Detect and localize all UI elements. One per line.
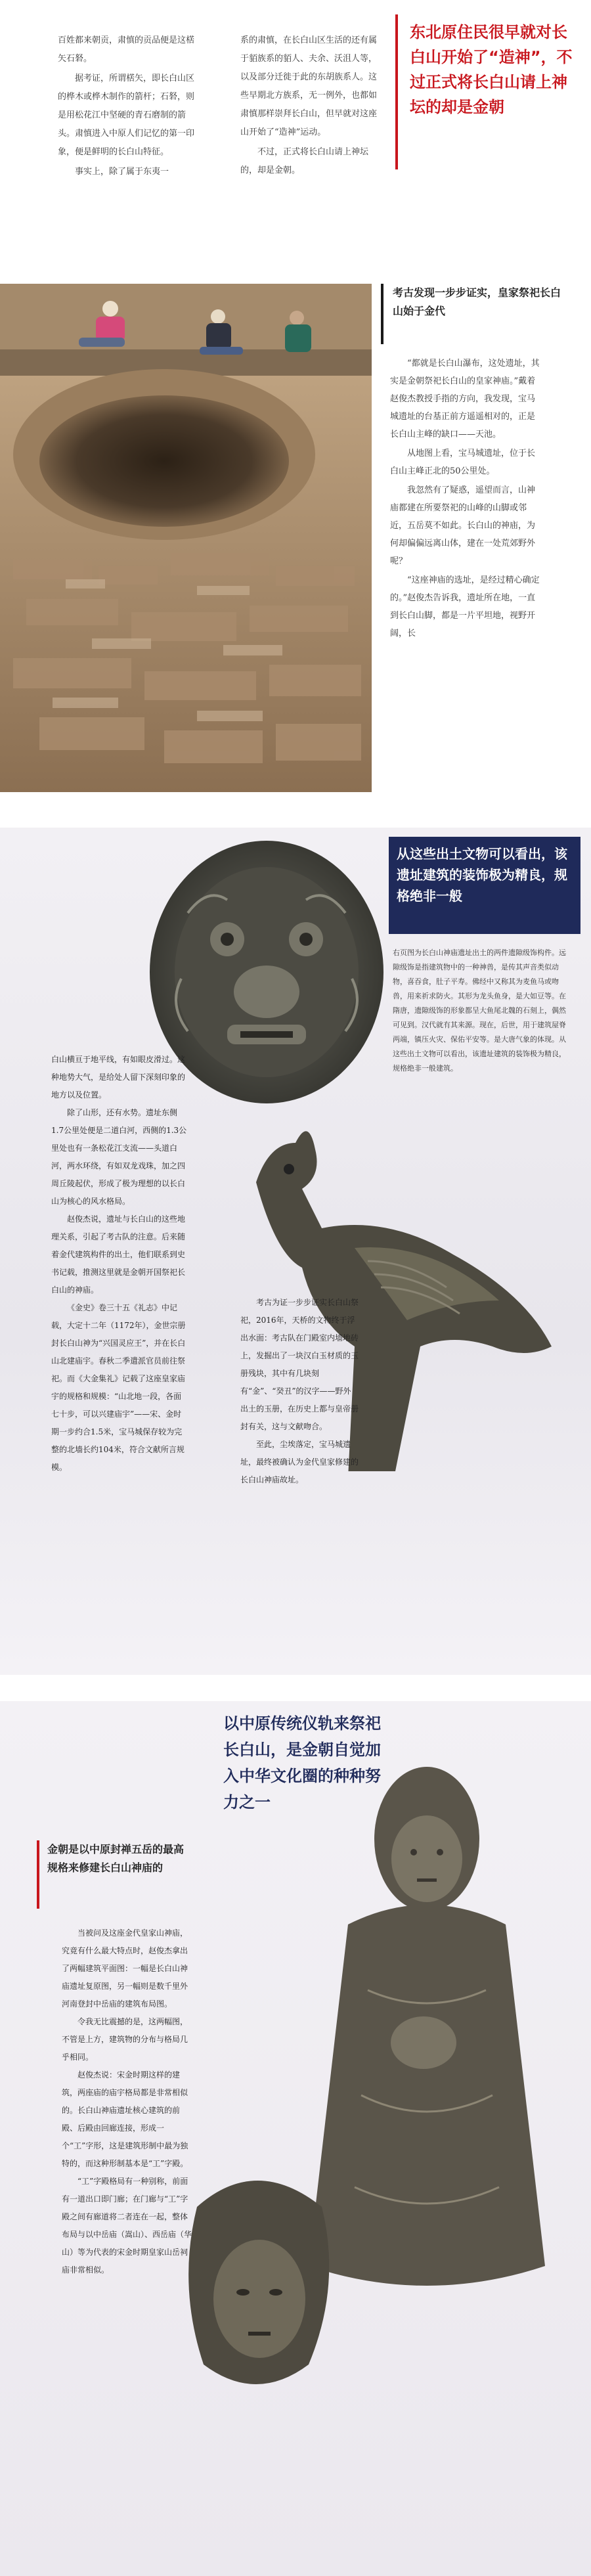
lede-bar (37, 1840, 39, 1909)
paragraph: 赵俊杰说，遗址与长白山的这些地理关系，引起了考古队的注意。后来随着金代建筑构件的出土，他们联系到史书记载，推测这里就是金朝开国祭祀长白山的神庙。 (51, 1214, 186, 1295)
lede: 金朝是以中原封禅五岳的最高规格来修建长白山神庙的 (47, 1843, 185, 1874)
paragraph: 白山横亘于地平线，有如眼皮滑过。这种地势大气，是给处人留下深刻印象的地方以及位置。 (51, 1055, 186, 1099)
section1-col-mid (240, 32, 382, 181)
section1-col-right (390, 355, 541, 644)
head-sculpture (171, 2167, 348, 2496)
excavation-photo (0, 284, 372, 792)
pull-quote: 从这些出土文物可以看出，该遗址建筑的装饰极为精良，规格绝非一般 (397, 846, 567, 904)
section1-col-left (58, 32, 199, 183)
paragraph: 赵俊杰说：宋金时期这样的建筑，两座庙的庙宇格局都是非常相似的。长白山神庙遗址核心建筑的前殿、后殿由回廊连接，形成一个“工”字形，这是建筑形制中最为独特的，而这种形制基本是“工”字殿。 (62, 2070, 188, 2168)
paragraph: 据考证，所谓楛矢，即长白山区的桦木或桦木制作的箭杆；石砮，则是用松花江中坚硬的青石磨制的箭头。肃慎进入中原人们记忆的第一印象，便是鲜明的长白山特征。 (58, 74, 195, 157)
section2-col-right (240, 1294, 359, 1489)
paragraph: 令我无比震撼的是，这两幅图，不管是上方，建筑物的分布与格局几乎相同。 (62, 2017, 188, 2062)
figure-caption: 右页图为长白山神庙遗址出土的两件遗隙级饰构件。远隙级饰是指建筑物中的一种神兽，是传其声音类似动物，喜吞食，肚子平寿。佛经中又称其为麦鱼马或吻兽，用来祈求防火。其形为龙头鱼身，是大如豆等。在隋唐，遗隙级饰的形象都呈大鱼尾北魏的石刻上，偶然可见到。汉代就有其来源。现在，后世，用于建筑屋脊两端，镇压火灾、保佑平安等。是大唐气象的体现。从这些出土文物可以看出，该遗址建筑的装饰极为精良，规格绝非一般建筑。 (393, 948, 566, 1073)
paragraph: 百姓都来朝贡，肃慎的贡品便是这楛矢石砮。 (58, 35, 195, 64)
section3-col (62, 1924, 193, 2279)
section-1 (0, 0, 591, 808)
subhead-bar (381, 284, 383, 344)
paragraph: 事实上，除了属于东夷一 (75, 167, 169, 177)
section-2 (0, 828, 591, 1675)
subhead: 考古发现一步步证实，皇家祭祀长白山始于金代 (393, 286, 561, 317)
excavation-illustration (0, 284, 372, 792)
paragraph: 至此，尘埃落定，宝马城遗址，最终被确认为金代皇家修建的长白山神庙故址。 (240, 1440, 359, 1484)
pull-quote: 以中原传统仪轨来祭祀长白山，是金朝自觉加入中华文化圈的种种努力之一 (223, 1714, 381, 1811)
section-3 (0, 1701, 591, 2576)
paragraph: 不过，正式将长白山请上神坛的，却是金朝。 (240, 147, 369, 175)
paragraph: 系的肃慎，在长白山区生活的还有属于貊族系的貊人、夫余、沃沮人等，以及部分迁徙于此的东胡族系人。这些早期北方族系，无一例外，也都如肃慎那样崇拜长白山，但早就对这座山开始了“造神”运动。 (240, 35, 378, 137)
paragraph: “工”字殿格局有一种别称，前面有一道出口即门廊；在门廊与“工”字殿之间有廊道将二者连在一起，整体布局与以中岳庙（嵩山）、西岳庙（华山）等为代表的宋金时期皇家山岳祠庙非常相似。 (62, 2177, 192, 2275)
paragraph: 从地图上看，宝马城遗址，位于长白山主峰正北的50公里处。 (390, 449, 536, 476)
paragraph: “这座神庙的选址，是经过精心确定的。”赵俊杰告诉我，遗址所在地，一直到长白山脚，都是一片平坦地，视野开阔，长 (390, 575, 540, 638)
pull-quote: 东北原住民很早就对长白山开始了“造神”，不过正式将长白山请上神坛的却是金朝 (410, 23, 573, 116)
paragraph: “都就是长白山瀑布，这处遗址，其实是金朝祭祀长白山的皇家神庙。”戴着赵俊杰教授手指的方向，我发现，宝马城遗址的台基正前方遥遥相对的，正是长白山主峰的缺口——天池。 (390, 359, 540, 439)
head-sculpture-photo (171, 2167, 348, 2496)
paragraph: 《金史》卷三十五《礼志》中记载，大定十二年（1172年），金世宗册封长白山神为“兴国灵应王”，并在长白山北建庙宇。春秋二季遣派官员前往祭祀。而《大金集礼》记载了这座皇家庙宇的规格和规模：“山北地一段，各面七十步，可以兴建庙宇”——宋、金时期一步约合1.5米，宝马城保存较为完整的北墙长约104米，符合文献所言规模。 (51, 1303, 186, 1472)
paragraph: 当被问及这座金代皇家山神庙，究竟有什么最大特点时，赵俊杰拿出了两幅建筑平面图：一幅是长白山神庙遗址复原图，另一幅则是数千里外河南登封中岳庙的建筑布局图。 (62, 1928, 188, 2009)
paragraph: 考古为证一步步证实长白山祭祀，2016年，天桥的文物终于浮出水面：考古队在门殿室内墙地砖上，发掘出了一块汉白玉材质的玉册残块，其中有几块刻有“金”、“癸丑”的汉字——野外出土的玉册，在历史上都与皇帝册封有关，这与文献吻合。 (240, 1298, 359, 1431)
section2-col-left (51, 1051, 189, 1477)
divider (395, 14, 398, 169)
paragraph: 我忽然有了疑惑，遥望而言，山神庙都建在所要祭祀的山峰的山脚或邻近，五岳莫不如此。长白山的神庙，为何却偏偏远离山体，建在一处荒郊野外呢？ (390, 485, 536, 566)
paragraph: 除了山形，还有水势。遗址东侧1.7公里处便是二道白河，西侧的1.3公里处也有一条松花江支流——头道白河，两水环绕，有如双龙戏珠，加之四周丘陵起伏，形成了极为理想的以长白山为核心的风水格局。 (51, 1108, 187, 1206)
